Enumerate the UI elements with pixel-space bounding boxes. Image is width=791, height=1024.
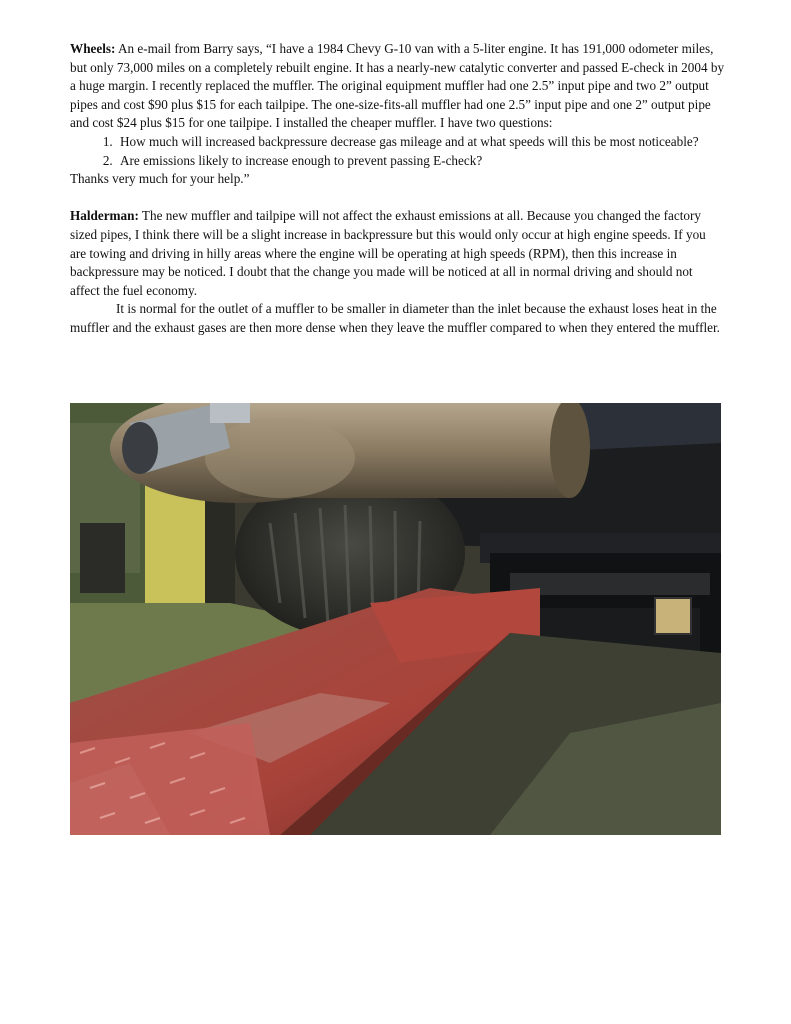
answer-text-1: The new muffler and tailpipe will not affect the exhaust emissions at all. Because you changed the factory sized pipes, I think there will be a slight increase in backpressure but this would only occur at high engine speeds. If you are towing and driving in hilly areas where the engine will be operating at high speeds (RPM), then this increase in backpressure may be noticed. I doubt that the change you made will be noticed at all in normal driving and should not affect the fuel economy. [70, 208, 706, 298]
document-body [70, 40, 725, 338]
paragraph-gap [70, 189, 725, 208]
vehicle-lift-photo [70, 403, 721, 835]
question-item-1: 1. How much will increased backpressure decrease gas mileage and at what speeds will this be most noticeable? [116, 133, 725, 152]
diamond-plate [70, 723, 270, 835]
answer-paragraph-1 [70, 207, 725, 300]
photo-illustration [70, 403, 721, 835]
question-closing: Thanks very much for your help.” [70, 171, 250, 187]
question-item-2: 2. Are emissions likely to increase enough to prevent passing E-check? [116, 152, 725, 171]
wheels-lead: Wheels: [70, 41, 116, 56]
answer-paragraph-2: It is normal for the outlet of a muffler to be smaller in diameter than the inlet because the exhaust loses heat in the muffler and the exhaust gases are then more dense when they leave the muffler compared to when they entered the muffler. [70, 301, 720, 335]
warning-decal [655, 598, 691, 634]
question-intro: An e-mail from Barry says, “I have a 1984 Chevy G-10 van with a 5-liter engine. It has 191,000 odometer miles, but only 73,000 miles on a completely rebuilt engine. It has a nearly-new catalytic converter and passed E-check in 2004 by a huge margin. I recently replaced the muffler. The original equipment muffler had one 2.5” input pipe and two 2” output pipes and cost $90 plus $15 for each tailpipe. The one-size-fits-all muffler had one 2.5” input pipe and one 2” output pipe and cost $24 plus $15 for one tailpipe. I installed the cheaper muffler. I have two questions: [70, 41, 725, 131]
question-list [70, 133, 725, 170]
question-paragraph [70, 40, 725, 133]
halderman-lead: Halderman: [70, 208, 139, 224]
